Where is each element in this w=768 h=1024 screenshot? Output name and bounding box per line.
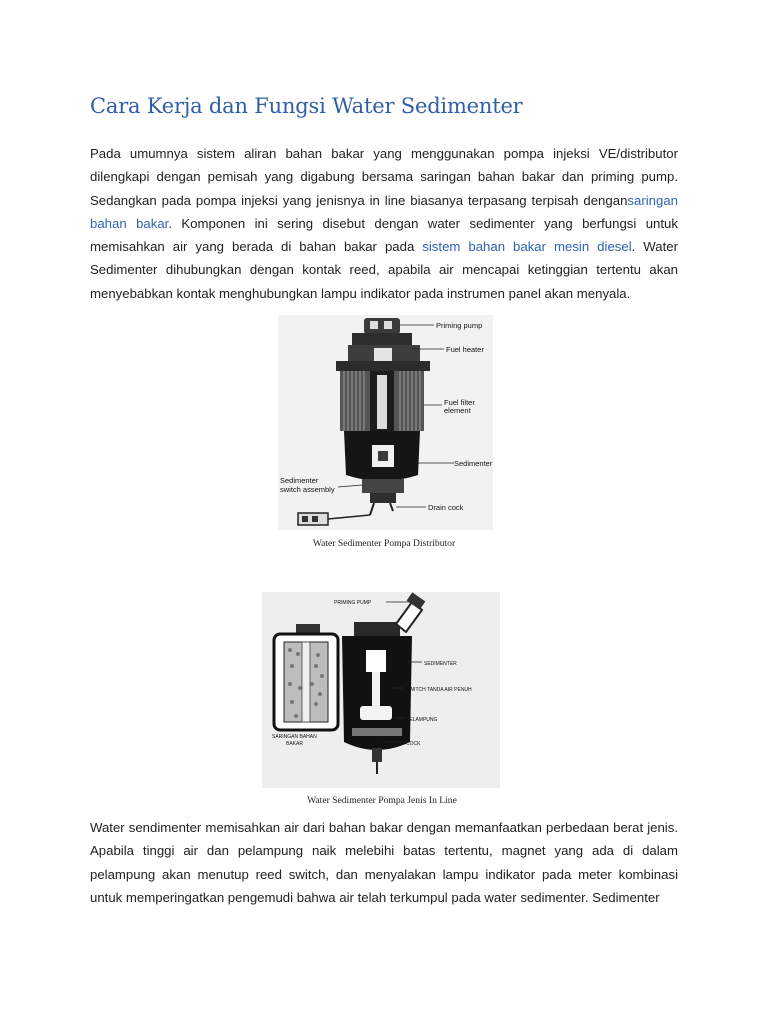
figure-distributor-sedimenter xyxy=(278,315,493,530)
caption-figure-2: Water Sedimenter Pompa Jenis In Line xyxy=(307,795,457,806)
label-saringan-bahan: SARINGAN BAHAN xyxy=(272,734,317,740)
intro-text-3: . Water Sedimenter dihubungkan dengan kontak reed, apabila air mencapai ketinggian tertentu akan menyebabkan kontak menghubungkan lampu indikator pada instrumen panel akan menyala. xyxy=(90,239,678,301)
inline-sedimenter-diagram xyxy=(262,592,500,788)
label-fuel-heater: Fuel heater xyxy=(446,345,484,354)
label-switch-assembly: switch assembly xyxy=(280,485,335,494)
body-paragraph: Water sendimenter memisahkan air dari bahan bakar dengan memanfaatkan perbedaan berat jenis. Apabila tinggi air dan pelampung naik melebihi batas tertentu, magnet yang ada di dalam pelampung akan menutup reed switch, dan menyalakan lampu indikator pada meter kombinasi untuk memperingatkan pengemudi bahwa air telah terkumpul pada water sedimenter. Sedimenter xyxy=(90,820,678,905)
label-switch-tanda-air-penuh: SWITCH TANDA AIR PENUH xyxy=(406,687,472,693)
intro-text-2: . Komponen ini sering disebut dengan water sedimenter yang berfungsi untuk memisahkan air yang berada di bahan bakar pada xyxy=(90,215,678,255)
link-saringan-bahan-bakar[interactable]: saringan bahan bakar xyxy=(90,192,678,231)
label-sedimenter-inline: SEDIMENTER xyxy=(424,661,457,667)
figure-inline-sedimenter xyxy=(262,592,500,788)
label-priming-pump: Priming pump xyxy=(436,321,483,330)
caption-figure-1: Water Sedimenter Pompa Distributor xyxy=(312,538,456,549)
label-fuel-filter: Fuel filter xyxy=(444,398,475,407)
label-priming-pump-inline: PRIMING PUMP xyxy=(334,600,372,606)
label-pelampung: PELAMPUNG xyxy=(406,717,438,723)
article-title: Cara Kerja dan Fungsi Water Sedimenter xyxy=(90,94,523,118)
intro-text-1: Pada umumnya sistem aliran bahan bakar yang menggunakan pompa injeksi VE/distributor dilengkapi dengan pemisah yang digabung bersama saringan bahan bakar dan priming pump. Sedangkan pada pompa injeksi yang jenisnya in line biasanya terpasang terpisah dengan xyxy=(90,146,678,208)
label-filter-element: element xyxy=(444,406,471,415)
distributor-sedimenter-diagram xyxy=(278,315,493,530)
label-bakar: BAKAR xyxy=(286,741,303,747)
label-sedimenter: Sedimenter xyxy=(454,459,493,468)
intro-paragraph xyxy=(90,142,678,305)
link-sistem-bahan-bakar-mesin-diesel[interactable]: sistem bahan bakar mesin diesel xyxy=(422,239,632,255)
label-drain-cock: Drain cock xyxy=(428,503,464,512)
label-sedimenter-switch: Sedimenter xyxy=(280,476,319,485)
label-cock: COCK xyxy=(406,741,421,747)
